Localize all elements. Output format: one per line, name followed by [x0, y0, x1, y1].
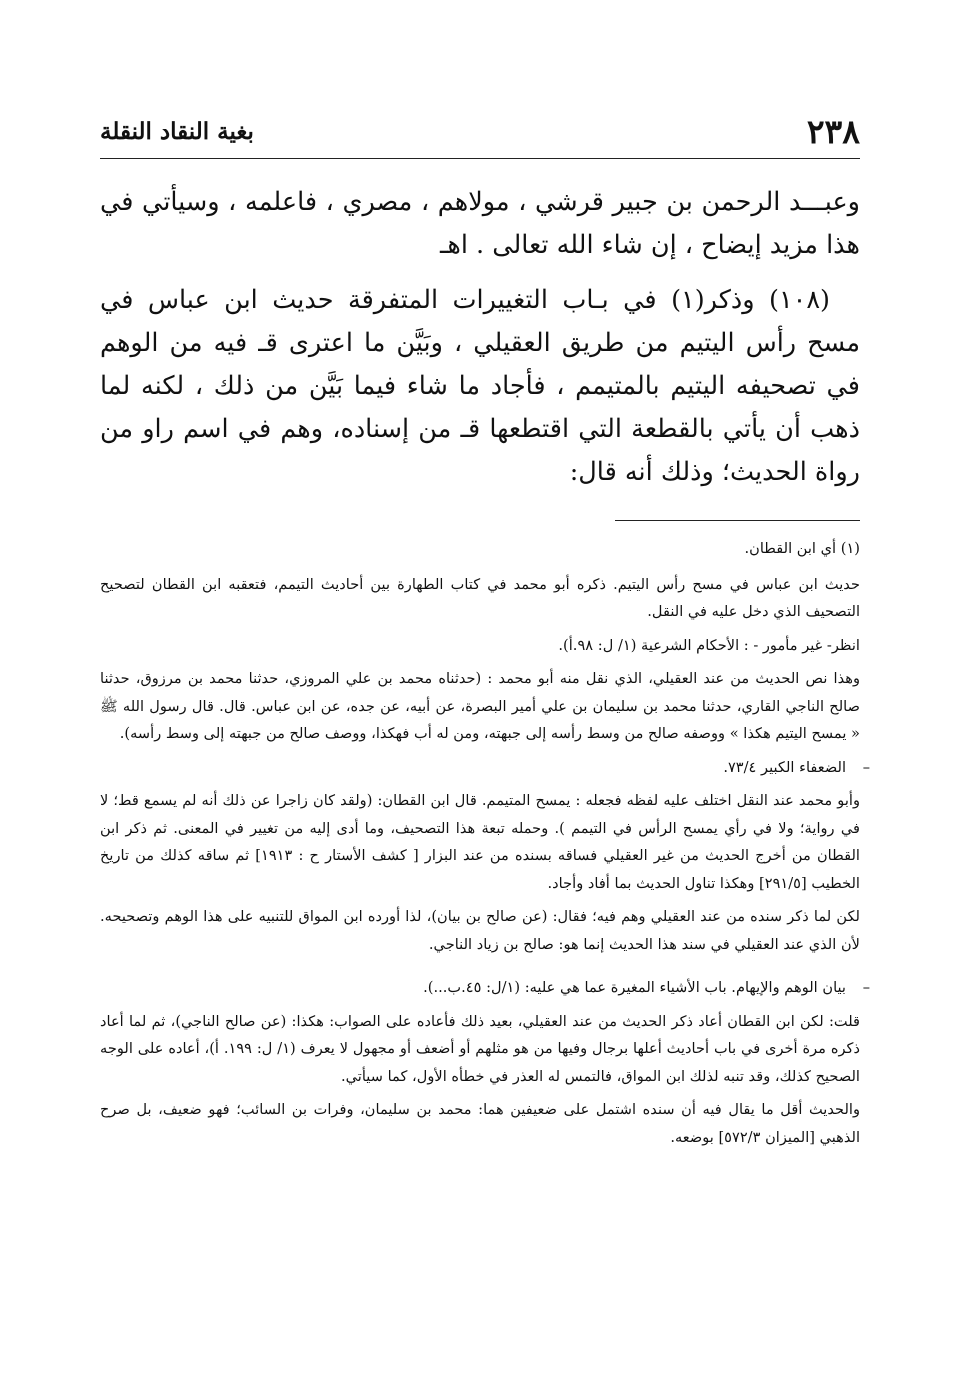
- footnote-paragraph: حديث ابن عباس في مسح رأس اليتيم. ذكره أبو محمد في كتاب الطهارة بين أحاديث التيمم، فتعقبه ابن القطان لتصحيح التصحيف الذي دخل عليه في النقل.: [100, 575, 860, 620]
- footnote-paragraph: انظر- غير مأمور - : الأحكام الشرعية (١/ ل: ٩٨.أ).: [558, 636, 860, 654]
- page-header: [100, 108, 860, 154]
- running-title: بغية النقاد النقلة: [100, 117, 254, 145]
- footnote-paragraph: قلت: لكن ابن القطان أعاد ذكر الحديث من عند العقيلي، بعيد ذلك فأعاده على الصواب: هكذا: (عن صالح الناجي)، ثم لما أعاد ذكره مرة أخرى في باب أحاديث أعلها برجال وفيها من هو مثلهم أو أضعف أو مجهول لا يعرف (١/ ل: ١٩٩. أ)، أعاده على الوجه الصحيح كذلك، وقد تنبه لذلك ابن المواق، فالتمس له العذر في خطأه الأول، كما سيأتي.: [100, 1012, 860, 1085]
- footnote-separator: [615, 520, 860, 521]
- footnote-paragraph: والحديث أقل ما يقال فيه أن سنده اشتمل على ضعيفين هما: محمد بن سليمان، وفرات بن السائب؛ فهو ضعيف، بل صرح الذهبي [الميزان ٥٧٢/٣] بوضعه.: [100, 1101, 860, 1146]
- footnote-dash-item: – الضعفاء الكبير ٧٣/٤.: [100, 754, 860, 782]
- footnote: (١) أي ابن القطان.: [744, 540, 860, 557]
- header-rule: [100, 158, 860, 159]
- main-paragraph: (١٠٨) وذكر(١) في بـاب التغييرات المتفرقة حديث ابن عباس في مسح رأس اليتيم من طريق العقيلي ، وبَيَّن ما اعترى قـ فيه من الوهم في تصحيفه اليتيم بالمتيمم ، فأجاد ما شاء فيما بَيَّن من ذلك ، لكنه لما ذهب أن يأتي بالقطعة التي اقتطعها قـ من إسناده، وهم في اسم راو من رواة الحديث؛ وذلك أنه قال:: [100, 285, 860, 487]
- footnote-paragraph: وأبو محمد عند النقل اختلف عليه لفظه فجعله : يمسح المتيمم. قال ابن القطان: (ولقد كان زاجرا عن ذلك أنه لم يسمع قط؛ لا في رواية؛ ولا في رأي يمسح الرأس في التيمم ). وحمله تبعة هذا التصحيف، وما أدى إليه من تغيير في المعنى. ثم ذكر ابن القطان من أخرج الحديث من غير العقيلي فساقه بسنده من عند البزار [ كشف الأستار ح : ١٩١٣] ثم ساقه كذلك من تاريخ الخطيب [٢٩١/٥] وهكذا تناول الحديث بما أفاد وأجاد.: [100, 792, 860, 892]
- footnote-paragraph: لكن لما ذكر سنده من عند العقيلي وهم فيه؛ فقال: (عن صالح بن بيان)، لذا أورده ابن المواق للتنبيه على هذا الوهم وتصحيحه. لأن الذي عند العقيلي في سند هذا الحديث إنما هو: صالح بن زياد الناجي.: [100, 908, 860, 953]
- footnotes: [100, 535, 860, 1151]
- main-text: [100, 181, 860, 494]
- footnote-paragraph: وهذا نص الحديث من عند العقيلي، الذي نقل منه أبو محمد : (حدثناه محمد بن علي المروزي، حدثنا محمد بن مرزوق، حدثنا صالح الناجي القاري، حدثنا محمد بن سليمان بن علي أمير البصرة، عن أبيه، عن جده، عن ابن عباس. قال. قال رسول الله ﷺ « يمسح اليتيم هكذا » ووصفه صالح من وسط رأسه إلى جبهته، ومن له أب فهكذا، ووصف صالح من جبهته إلى وسط رأسه).: [100, 670, 860, 742]
- main-paragraph: وعبـــد الرحمن بن جبير قرشي ، مولاهم ، مصري ، فاعلمه ، وسيأتي في هذا مزيد إيضاح ، إن شاء الله تعالى . اهـ: [100, 187, 860, 260]
- page-number: ٢٣٨: [806, 111, 860, 151]
- page: [100, 108, 860, 1157]
- footnote-dash-item: – بيان الوهم والإيهام. باب الأشياء المغيرة عما هي عليه: (١/ل: ٤٥.ب...).: [100, 974, 860, 1002]
